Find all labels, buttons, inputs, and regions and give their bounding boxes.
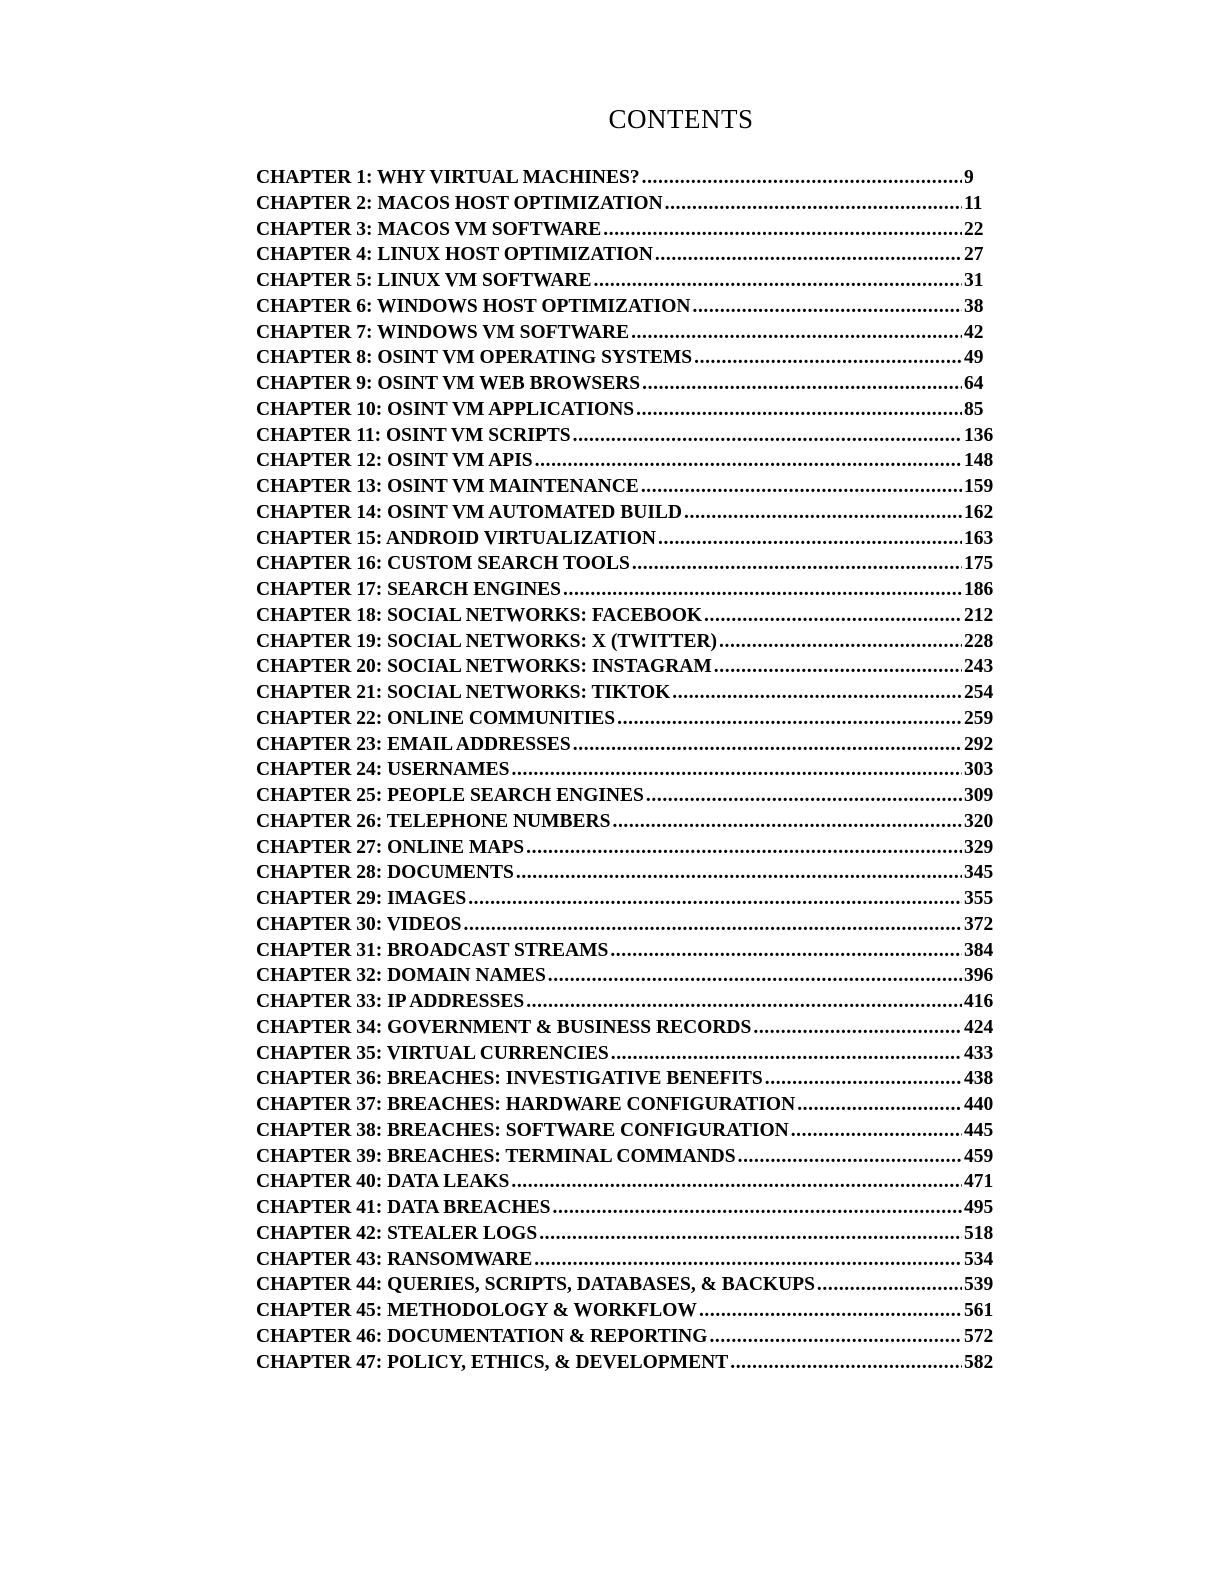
toc-entry-label: CHAPTER 1: WHY VIRTUAL MACHINES? <box>256 167 640 188</box>
toc-entry-page-number: 320 <box>964 810 994 832</box>
toc-entry[interactable] <box>256 680 994 706</box>
toc-entry[interactable] <box>256 165 994 191</box>
toc-entry-label: CHAPTER 35: VIRTUAL CURRENCIES <box>256 1042 609 1064</box>
toc-entry-label: CHAPTER 43: RANSOMWARE <box>256 1248 533 1270</box>
toc-dot-leader <box>730 1350 962 1376</box>
toc-dot-leader <box>539 1221 962 1247</box>
toc-entry-page-number: 228 <box>964 630 994 652</box>
toc-entry[interactable] <box>256 783 994 809</box>
toc-entry-page-number: 372 <box>964 913 994 935</box>
toc-entry-page-number: 175 <box>964 553 994 575</box>
toc-entry-label: CHAPTER 30: VIDEOS <box>256 913 462 935</box>
toc-entry-page-number: 159 <box>964 476 994 497</box>
toc-dot-leader <box>642 371 962 397</box>
toc-entry-label: CHAPTER 10: OSINT VM APPLICATIONS <box>256 398 635 420</box>
toc-entry[interactable] <box>256 706 994 732</box>
toc-dot-leader <box>632 551 962 577</box>
toc-dot-leader <box>817 1272 962 1298</box>
toc-entry[interactable] <box>256 629 994 655</box>
toc-entry-page-number: 85 <box>964 398 984 420</box>
toc-dot-leader <box>665 191 962 217</box>
toc-dot-leader <box>573 732 962 758</box>
toc-entry-label: CHAPTER 39: BREACHES: TERMINAL COMMANDS <box>256 1145 736 1167</box>
toc-entry-page-number: 64 <box>964 373 984 394</box>
toc-entry-label: CHAPTER 2: MACOS HOST OPTIMIZATION <box>256 192 663 214</box>
toc-entry[interactable] <box>256 1118 994 1144</box>
toc-entry-page-number: 136 <box>964 424 994 446</box>
toc-entry-label: CHAPTER 15: ANDROID VIRTUALIZATION <box>256 527 657 549</box>
toc-entry[interactable] <box>256 860 994 886</box>
toc-entry-label: CHAPTER 36: BREACHES: INVESTIGATIVE BENEFITS <box>256 1068 763 1090</box>
toc-entry-label: CHAPTER 26: TELEPHONE NUMBERS <box>256 810 611 832</box>
toc-entry-page-number: 163 <box>964 527 994 549</box>
toc-entry[interactable] <box>256 448 994 474</box>
toc-entry-page-number: 27 <box>964 244 984 266</box>
toc-entry[interactable] <box>256 577 994 603</box>
toc-dot-leader <box>709 1324 962 1350</box>
toc-dot-leader <box>658 526 962 552</box>
toc-entry-page-number: 459 <box>964 1145 994 1167</box>
toc-dot-leader <box>699 1298 962 1324</box>
toc-dot-leader <box>611 1041 962 1067</box>
toc-entry-page-number: 9 <box>964 167 974 188</box>
toc-entry-page-number: 539 <box>964 1274 994 1296</box>
toc-entry-page-number: 518 <box>964 1222 994 1244</box>
toc-entry-label: CHAPTER 33: IP ADDRESSES <box>256 991 525 1012</box>
toc-dot-leader <box>719 629 962 655</box>
toc-entry[interactable] <box>256 294 994 320</box>
toc-entry[interactable] <box>256 989 994 1015</box>
toc-entry-page-number: 11 <box>964 192 983 214</box>
toc-entry-page-number: 396 <box>964 965 994 987</box>
toc-entry[interactable] <box>256 886 994 912</box>
toc-dot-leader <box>610 938 962 964</box>
toc-dot-leader <box>631 320 962 346</box>
toc-entry[interactable] <box>256 242 994 268</box>
toc-entry-label: CHAPTER 16: CUSTOM SEARCH TOOLS <box>256 553 630 575</box>
toc-dot-leader <box>516 860 962 886</box>
toc-dot-leader <box>511 1169 962 1195</box>
toc-entry[interactable] <box>256 1195 994 1221</box>
toc-dot-leader <box>526 835 962 861</box>
toc-dot-leader <box>704 603 962 629</box>
toc-dot-leader <box>646 783 962 809</box>
toc-entry-page-number: 38 <box>964 295 984 317</box>
toc-entry[interactable] <box>256 217 994 243</box>
toc-dot-leader <box>612 809 962 835</box>
toc-entry-label: CHAPTER 24: USERNAMES <box>256 759 510 781</box>
toc-entry-page-number: 471 <box>964 1171 994 1193</box>
toc-entry-label: CHAPTER 37: BREACHES: HARDWARE CONFIGURATION <box>256 1094 796 1115</box>
toc-entry[interactable] <box>256 345 994 371</box>
toc-dot-leader <box>563 577 962 603</box>
toc-entry-page-number: 384 <box>964 939 994 961</box>
toc-dot-leader <box>512 757 962 783</box>
toc-entry[interactable] <box>256 1298 994 1324</box>
toc-entry-label: CHAPTER 28: DOCUMENTS <box>256 862 514 884</box>
toc-entry[interactable] <box>256 423 994 449</box>
toc-entry-label: CHAPTER 29: IMAGES <box>256 888 467 909</box>
toc-dot-leader <box>535 448 962 474</box>
toc-dot-leader <box>692 294 962 320</box>
toc-dot-leader <box>526 989 962 1015</box>
toc-entry-label: CHAPTER 9: OSINT VM WEB BROWSERS <box>256 373 641 394</box>
toc-entry[interactable] <box>256 526 994 552</box>
toc-entry[interactable] <box>256 963 994 989</box>
toc-entry-label: CHAPTER 18: SOCIAL NETWORKS: FACEBOOK <box>256 604 703 626</box>
toc-dot-leader <box>714 654 962 680</box>
toc-entry-label: CHAPTER 11: OSINT VM SCRIPTS <box>256 424 571 446</box>
toc-entry-page-number: 582 <box>964 1351 994 1373</box>
toc-entry[interactable] <box>256 1272 994 1298</box>
toc-dot-leader <box>594 268 963 294</box>
toc-entry-page-number: 440 <box>964 1094 994 1115</box>
toc-entry[interactable] <box>256 1144 994 1170</box>
toc-entry[interactable] <box>256 1324 994 1350</box>
toc-dot-leader <box>464 912 962 938</box>
toc-entry[interactable] <box>256 1221 994 1247</box>
toc-entry-label: CHAPTER 20: SOCIAL NETWORKS: INSTAGRAM <box>256 656 712 678</box>
toc-dot-leader <box>553 1195 962 1221</box>
toc-dot-leader <box>672 680 962 706</box>
toc-entry[interactable] <box>256 474 994 500</box>
toc-entry-label: CHAPTER 32: DOMAIN NAMES <box>256 965 546 987</box>
toc-dot-leader <box>534 1247 962 1273</box>
toc-entry-page-number: 31 <box>964 270 984 291</box>
toc-entry-label: CHAPTER 23: EMAIL ADDRESSES <box>256 733 571 755</box>
toc-entry-label: CHAPTER 46: DOCUMENTATION & REPORTING <box>256 1325 708 1347</box>
toc-entry-label: CHAPTER 3: MACOS VM SOFTWARE <box>256 218 602 240</box>
toc-dot-leader <box>738 1144 962 1170</box>
toc-dot-leader <box>753 1015 962 1041</box>
toc-entry[interactable] <box>256 1092 994 1118</box>
toc-entry-label: CHAPTER 41: DATA BREACHES <box>256 1197 551 1218</box>
toc-entry[interactable] <box>256 397 994 423</box>
toc-entry-label: CHAPTER 31: BROADCAST STREAMS <box>256 939 609 961</box>
toc-dot-leader <box>573 423 962 449</box>
toc-dot-leader <box>636 397 962 423</box>
toc-entry[interactable] <box>256 500 994 526</box>
toc-entry[interactable] <box>256 1066 994 1092</box>
toc-entry[interactable] <box>256 912 994 938</box>
toc-entry-label: CHAPTER 22: ONLINE COMMUNITIES <box>256 707 616 729</box>
toc-entry-page-number: 254 <box>964 682 994 703</box>
toc-entry-label: CHAPTER 38: BREACHES: SOFTWARE CONFIGURATION <box>256 1119 789 1141</box>
toc-entry-page-number: 572 <box>964 1325 994 1347</box>
toc-entry-label: CHAPTER 6: WINDOWS HOST OPTIMIZATION <box>256 295 691 317</box>
toc-entry[interactable] <box>256 1041 994 1067</box>
toc-dot-leader <box>765 1066 962 1092</box>
toc-entry[interactable] <box>256 809 994 835</box>
toc-entry[interactable] <box>256 191 994 217</box>
toc-entry[interactable] <box>256 603 994 629</box>
toc-entry-page-number: 22 <box>964 218 984 240</box>
toc-entry-label: CHAPTER 17: SEARCH ENGINES <box>256 579 562 600</box>
toc-entry-page-number: 495 <box>964 1197 994 1218</box>
toc-entry[interactable] <box>256 1015 994 1041</box>
toc-entry-label: CHAPTER 4: LINUX HOST OPTIMIZATION <box>256 244 653 266</box>
toc-entry-label: CHAPTER 25: PEOPLE SEARCH ENGINES <box>256 785 644 806</box>
toc-entry-label: CHAPTER 47: POLICY, ETHICS, & DEVELOPMENT <box>256 1351 729 1373</box>
toc-entry-label: CHAPTER 27: ONLINE MAPS <box>256 836 525 858</box>
toc-entry-page-number: 424 <box>964 1016 994 1038</box>
toc-entry-label: CHAPTER 14: OSINT VM AUTOMATED BUILD <box>256 501 682 523</box>
toc-entry-page-number: 259 <box>964 707 994 729</box>
toc-entry-page-number: 186 <box>964 579 994 600</box>
toc-entry-label: CHAPTER 5: LINUX VM SOFTWARE <box>256 270 592 291</box>
toc-dot-leader <box>642 165 962 191</box>
toc-dot-leader <box>617 706 962 732</box>
toc-entry-label: CHAPTER 40: DATA LEAKS <box>256 1171 510 1193</box>
toc-entry-page-number: 292 <box>964 733 994 755</box>
toc-entry-page-number: 212 <box>964 604 994 626</box>
toc-dot-leader <box>548 963 962 989</box>
toc-entry-page-number: 445 <box>964 1119 994 1141</box>
toc-entry-label: CHAPTER 8: OSINT VM OPERATING SYSTEMS <box>256 347 693 369</box>
toc-entry-page-number: 438 <box>964 1068 994 1090</box>
toc-entry-page-number: 42 <box>964 321 984 343</box>
toc-entry-label: CHAPTER 19: SOCIAL NETWORKS: X (TWITTER) <box>256 630 718 652</box>
toc-dot-leader <box>791 1118 962 1144</box>
toc-entry-label: CHAPTER 45: METHODOLOGY & WORKFLOW <box>256 1300 697 1321</box>
toc-entry[interactable] <box>256 732 994 758</box>
toc-entry[interactable] <box>256 320 994 346</box>
toc-dot-leader <box>797 1092 962 1118</box>
toc-dot-leader <box>655 242 962 268</box>
toc-entry-page-number: 433 <box>964 1042 994 1064</box>
toc-entry-page-number: 243 <box>964 656 994 678</box>
toc-entry-page-number: 561 <box>964 1300 994 1321</box>
page-title: CONTENTS <box>608 104 754 134</box>
toc-entry-page-number: 148 <box>964 450 994 472</box>
table-of-contents <box>256 165 994 1375</box>
toc-entry[interactable] <box>256 371 994 397</box>
toc-entry-page-number: 49 <box>964 347 984 369</box>
toc-dot-leader <box>603 217 962 243</box>
toc-entry-label: CHAPTER 21: SOCIAL NETWORKS: TIKTOK <box>256 682 671 703</box>
toc-entry-label: CHAPTER 7: WINDOWS VM SOFTWARE <box>256 321 630 343</box>
toc-entry-page-number: 355 <box>964 888 994 909</box>
toc-dot-leader <box>468 886 962 912</box>
toc-entry[interactable] <box>256 268 994 294</box>
toc-entry-page-number: 309 <box>964 785 994 806</box>
toc-entry-page-number: 345 <box>964 862 994 884</box>
toc-entry[interactable] <box>256 938 994 964</box>
toc-entry-label: CHAPTER 12: OSINT VM APIS <box>256 450 533 472</box>
toc-entry[interactable] <box>256 1247 994 1273</box>
toc-entry-label: CHAPTER 42: STEALER LOGS <box>256 1222 538 1244</box>
toc-entry[interactable] <box>256 551 994 577</box>
toc-entry-page-number: 162 <box>964 501 994 523</box>
toc-entry-page-number: 416 <box>964 991 994 1012</box>
toc-entry[interactable] <box>256 835 994 861</box>
toc-dot-leader <box>694 345 962 371</box>
toc-entry[interactable] <box>256 654 994 680</box>
toc-entry-page-number: 329 <box>964 836 994 858</box>
toc-dot-leader <box>684 500 962 526</box>
toc-entry[interactable] <box>256 757 994 783</box>
toc-entry-label: CHAPTER 13: OSINT VM MAINTENANCE <box>256 476 639 497</box>
toc-entry[interactable] <box>256 1169 994 1195</box>
toc-dot-leader <box>641 474 962 500</box>
toc-entry[interactable] <box>256 1350 994 1376</box>
toc-entry-page-number: 534 <box>964 1248 994 1270</box>
toc-entry-page-number: 303 <box>964 759 994 781</box>
toc-entry-label: CHAPTER 34: GOVERNMENT & BUSINESS RECORDS <box>256 1016 752 1038</box>
toc-entry-label: CHAPTER 44: QUERIES, SCRIPTS, DATABASES, & BACKUPS <box>256 1274 815 1296</box>
